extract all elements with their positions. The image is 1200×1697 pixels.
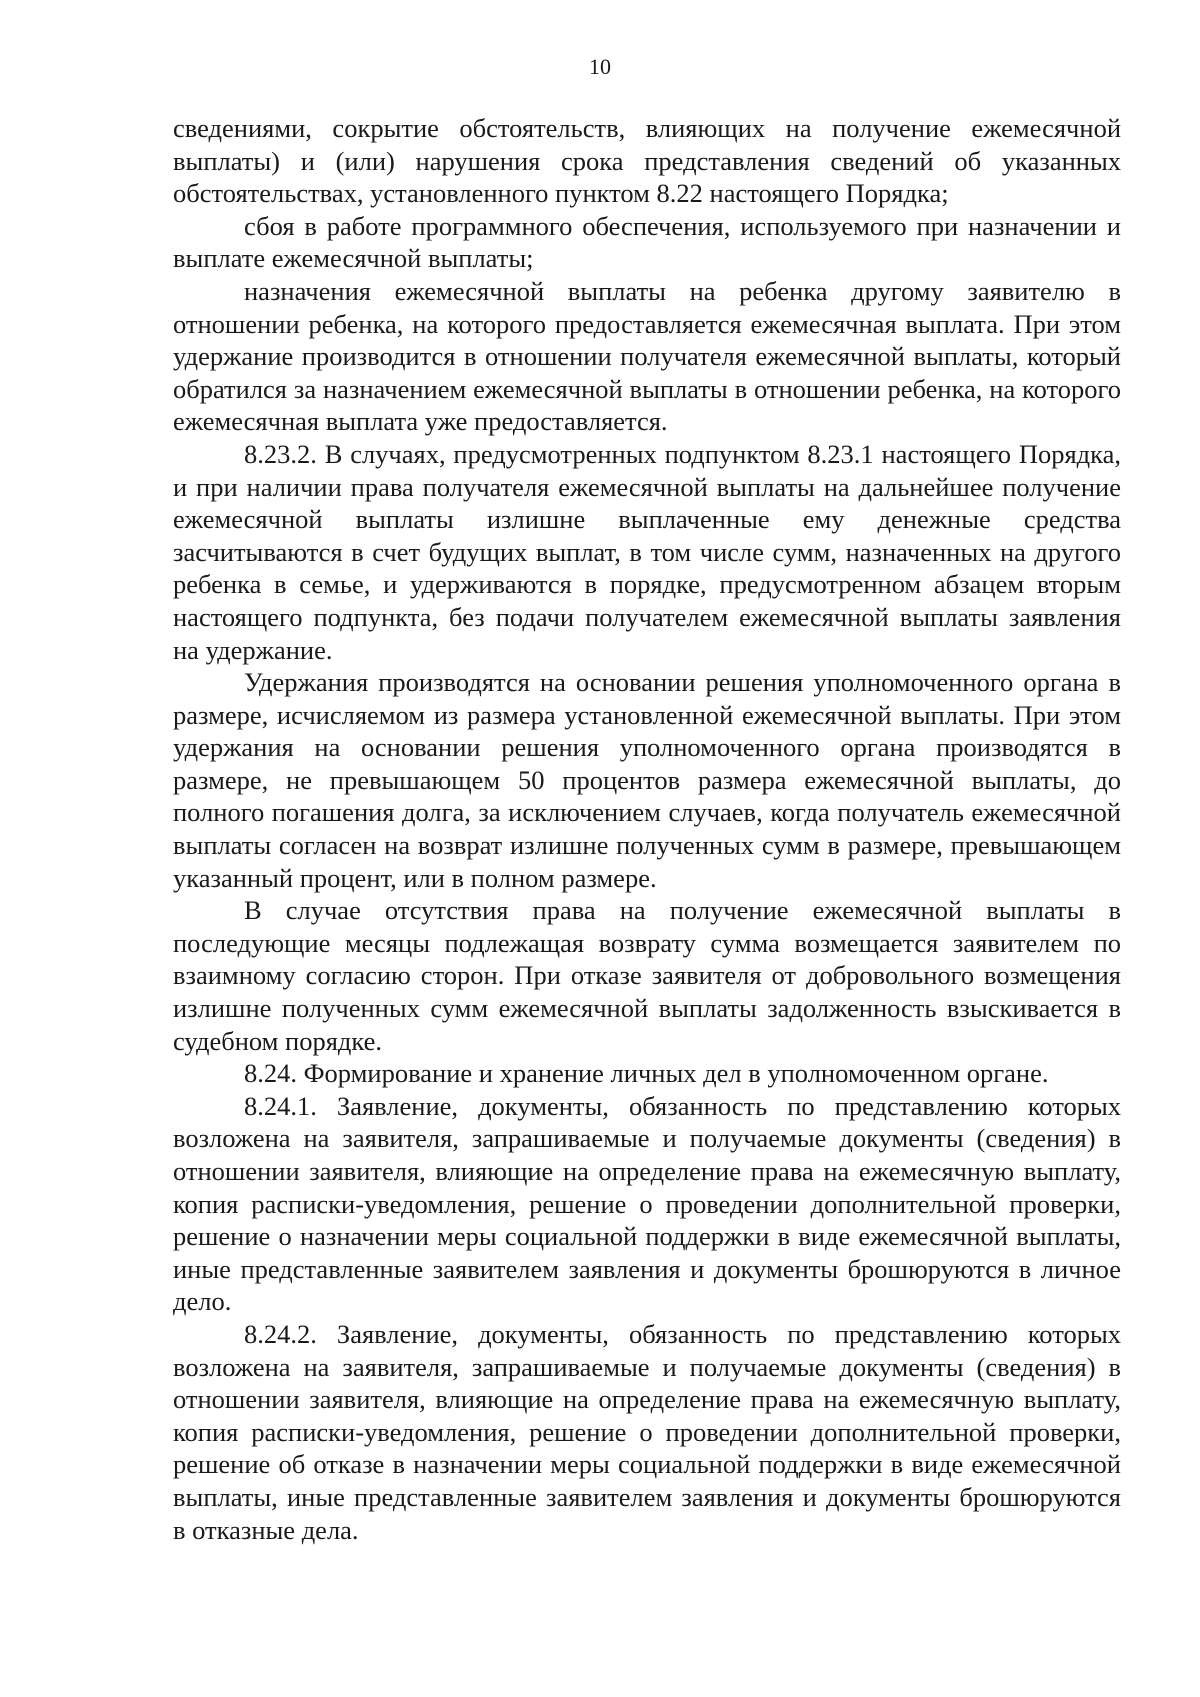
paragraph-software-failure: сбоя в работе программного обеспечения, используемого при назначении и выплате ежемесячной выплаты;	[173, 210, 1121, 274]
paragraph-deductions: Удержания производятся на основании решения уполномоченного органа в размере, исчисляемом из размера установленной ежемесячной выплаты. При этом удержания на основании решения уполномоченного органа производятся в размере, не превышающем 50 процентов размера ежемесячной выплаты, до полного погашения долга, за исключением случаев, когда получатель ежемесячной выплаты согласен на возврат излишне полученных сумм в размере, превышающем указанный процент, или в полном размере.	[173, 667, 1121, 893]
paragraph-8-24: 8.24. Формирование и хранение личных дел в уполномоченном органе.	[244, 1058, 1049, 1089]
paragraph-8-24-2: 8.24.2. Заявление, документы, обязанность по представлению которых возложена на заявителя, запрашиваемые и получаемые документы (сведения) в отношении заявителя, влияющие на определение права на ежемесячную выплату, копия расписки-уведомления, решение о проведении дополнительной проверки, решение об отказе в назначении меры социальной поддержки в виде ежемесячной выплаты, иные представленные заявителем заявления и документы брошюруются в отказные дела.	[173, 1318, 1121, 1545]
paragraph-other-applicant: назначения ежемесячной выплаты на ребенка другому заявителю в отношении ребенка, на которого предоставляется ежемесячная выплата. При этом удержание производится в отношении получателя ежемесячной выплаты, который обратился за назначением ежемесячной выплаты в отношении ребенка, на которого ежемесячная выплата уже предоставляется.	[173, 275, 1121, 437]
page-number: 10	[589, 54, 611, 79]
paragraph-no-right: В случае отсутствия права на получение ежемесячной выплаты в последующие месяцы подлежащая возврату сумма возмещается заявителем по взаимному согласию сторон. При отказе заявителя от добровольного возмещения излишне полученных сумм ежемесячной выплаты задолженность взыскивается в судебном порядке.	[173, 895, 1121, 1056]
paragraph-continuation: сведениями, сокрытие обстоятельств, влияющих на получение ежемесячной выплаты) и (или) нарушения срока представления сведений об указанных обстоятельствах, установленного пунктом 8.22 настоящего Порядка;	[173, 113, 1121, 209]
paragraph-8-24-1: 8.24.1. Заявление, документы, обязанность по представлению которых возложена на заявителя, запрашиваемые и получаемые документы (сведения) в отношении заявителя, влияющие на определение права на ежемесячную выплату, копия расписки-уведомления, решение о проведении дополнительной проверки, решение о назначении меры социальной поддержки в виде ежемесячной выплаты, иные представленные заявителем заявления и документы брошюруются в личное дело.	[173, 1090, 1121, 1317]
paragraph-8-23-2: 8.23.2. В случаях, предусмотренных подпунктом 8.23.1 настоящего Порядка, и при наличии права получателя ежемесячной выплаты на дальнейшее получение ежемесячной выплаты излишне выплаченные ему денежные средства засчитываются в счет будущих выплат, в том числе сумм, назначенных на другого ребенка в семье, и удерживаются в порядке, предусмотренном абзацем вторым настоящего подпункта, без подачи получателем ежемесячной выплаты заявления на удержание.	[173, 438, 1121, 665]
document-body	[173, 112, 1121, 1546]
